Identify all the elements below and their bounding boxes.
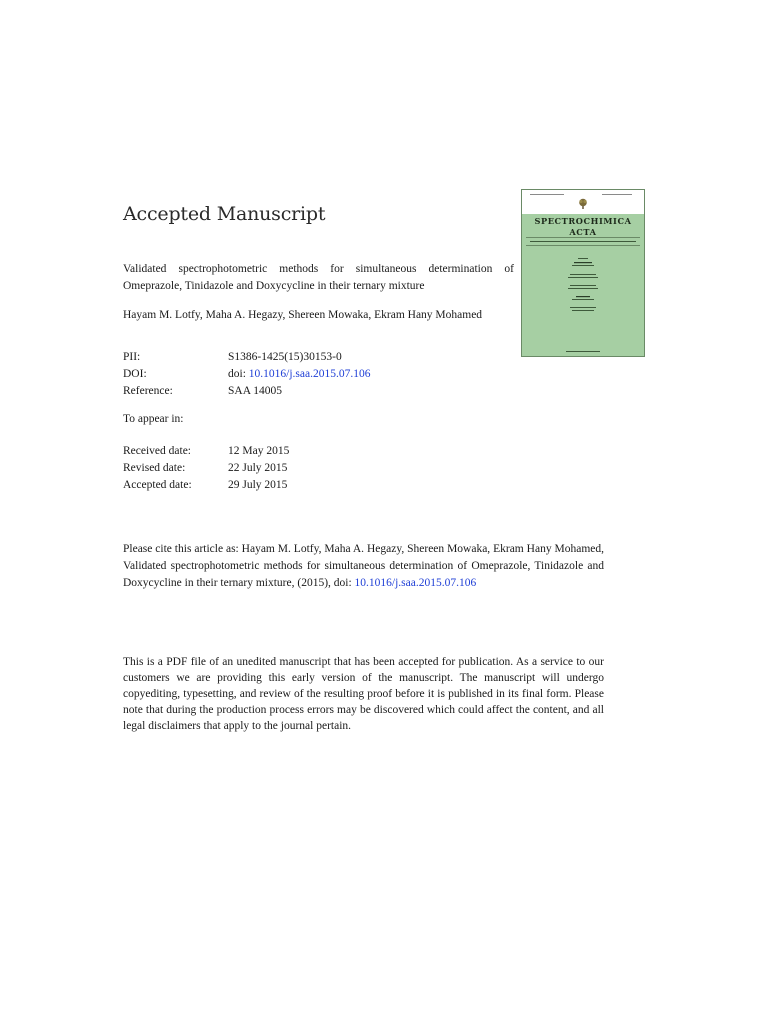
elsevier-tree-logo <box>577 198 589 210</box>
cover-journal-line1: SPECTROCHIMICA <box>534 216 632 226</box>
pii-value: S1386-1425(15)30153-0 <box>228 351 342 363</box>
citation-doi-link[interactable]: 10.1016/j.saa.2015.07.106 <box>354 577 477 589</box>
doi-link[interactable]: 10.1016/j.saa.2015.07.106 <box>248 368 371 380</box>
accepted-label: Accepted date: <box>123 479 192 491</box>
cover-journal-line2: ACTA <box>569 227 597 237</box>
reference-value: SAA 14005 <box>228 385 282 397</box>
doi-row <box>123 366 523 383</box>
doi-value <box>228 366 523 383</box>
cover-journal-title <box>522 216 644 238</box>
reference-row <box>123 383 523 400</box>
journal-cover-image <box>521 189 645 357</box>
appear-in-label: To appear in: <box>123 413 184 425</box>
accepted-row <box>123 477 523 494</box>
article-dates <box>123 443 523 494</box>
disclaimer-paragraph: This is a PDF file of an unedited manuscript that has been accepted for publication. As a service to our customers we are providing this early version of the manuscript. The manuscript will undergo copyediting, typesetting, and review of the resulting proof before it is published in its final form. Please note that during the production process errors may be discovered which could affect the content, and all legal disclaimers that apply to the journal pertain. <box>123 656 604 732</box>
pii-label: PII: <box>123 351 141 363</box>
accepted-value: 29 July 2015 <box>228 479 288 491</box>
cover-subtitle-line <box>530 240 636 243</box>
citation-text: Please cite this article as: Hayam M. Lotfy, Maha A. Hegazy, Shereen Mowaka, Ekram Hany Mohamed, Validated spectrophotometric methods for simultaneous determination of Omeprazole, Tinidazole and Doxycycline in their ternary mixture, (2015), doi: <box>123 543 604 589</box>
doi-label: DOI: <box>123 368 147 380</box>
revised-label: Revised date: <box>123 462 186 474</box>
citation-paragraph <box>123 541 604 592</box>
cover-divider-top <box>526 237 640 238</box>
received-row <box>123 443 523 460</box>
cover-top-strip <box>530 193 636 196</box>
received-value: 12 May 2015 <box>228 445 290 457</box>
article-meta <box>123 349 523 400</box>
cover-footer-line <box>566 350 600 353</box>
article-authors: Hayam M. Lotfy, Maha A. Hegazy, Shereen Mowaka, Ekram Hany Mohamed <box>123 309 483 321</box>
cover-top-text-lines <box>530 193 636 196</box>
doi-prefix: doi: <box>228 368 249 380</box>
received-label: Received date: <box>123 445 192 457</box>
revised-value: 22 July 2015 <box>228 462 288 474</box>
cover-header-band <box>522 190 644 214</box>
cover-editorial-text-lines <box>562 258 604 318</box>
page-heading: Accepted Manuscript <box>123 203 326 225</box>
pii-row <box>123 349 523 366</box>
revised-row <box>123 460 523 477</box>
article-title: Validated spectrophotometric methods for simultaneous determination of Omeprazole, Tinidazole and Doxycycline in their ternary mixture <box>123 263 514 292</box>
cover-divider-bottom <box>526 245 640 246</box>
reference-label: Reference: <box>123 385 173 397</box>
